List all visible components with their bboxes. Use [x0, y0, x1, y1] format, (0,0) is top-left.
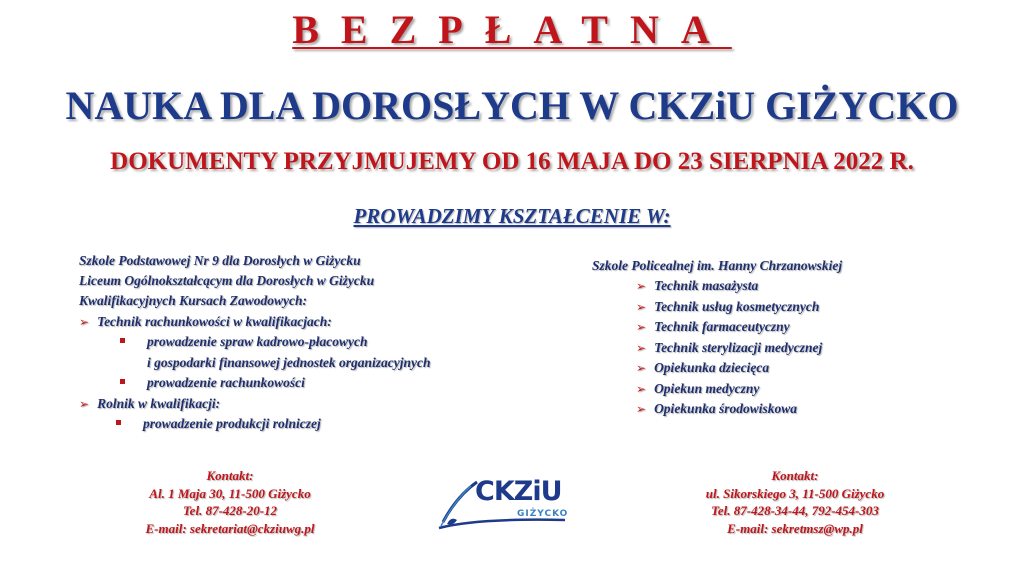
arrow-icon: ➢ — [636, 320, 647, 334]
logo-text: CKZiU — [475, 476, 562, 507]
right-item — [636, 299, 819, 315]
left-school-2: Liceum Ogólnokształcącym dla Dorosłych w Giżycku — [79, 273, 375, 288]
logo-subtext: GIŻYCKO — [517, 509, 569, 519]
contact-right — [660, 467, 930, 537]
contact-left-label: Kontakt: — [206, 468, 254, 483]
right-item-label: Opiekunka środowiskowa — [654, 401, 797, 416]
square-bullet-icon — [116, 420, 121, 425]
right-item — [636, 360, 769, 376]
left-qual-2 — [120, 375, 305, 391]
square-bullet-icon — [120, 379, 125, 384]
contact-left-email-label: E-mail: — [145, 520, 187, 536]
contact-left-address: Al. 1 Maja 30, 11-500 Giżycko — [149, 485, 311, 501]
header-dates: DOKUMENTY PRZYJMUJEMY OD 16 MAJA DO 23 SIERPNIA 2022 R. — [110, 148, 914, 175]
left-tech-label: Technik rachunkowości w kwalifikacjach: — [97, 314, 332, 329]
arrow-icon: ➢ — [79, 315, 90, 329]
section-heading: PROWADZIMY KSZTAŁCENIE W: — [353, 204, 671, 228]
left-tech-item — [79, 314, 332, 330]
right-item-label: Technik usług kosmetycznych — [654, 299, 820, 314]
contact-left-email-line — [100, 520, 360, 538]
contact-right-address: ul. Sikorskiego 3, 11-500 Giżycko — [705, 485, 885, 501]
left-farmer-label: Rolnik w kwalifikacji: — [97, 396, 221, 411]
right-item-label: Technik farmaceutyczny — [654, 319, 790, 334]
left-qual-2-label: prowadzenie rachunkowości — [147, 375, 305, 390]
left-qual-3-label: prowadzenie produkcji rolniczej — [143, 416, 321, 431]
left-qual-1 — [120, 334, 368, 350]
left-farmer-item — [79, 396, 220, 412]
square-bullet-icon — [120, 338, 125, 343]
arrow-icon: ➢ — [636, 361, 647, 375]
header-main-title: NAUKA DLA DOROSŁYCH W CKZiU GIŻYCKO — [65, 83, 959, 128]
left-school-1: Szkole Podstawowej Nr 9 dla Dorosłych w Giżycku — [79, 253, 361, 268]
contact-left-phone: Tel. 87-428-20-12 — [182, 503, 278, 518]
right-item-label: Opiekunka dziecięca — [654, 360, 770, 375]
contact-left — [100, 467, 360, 537]
right-school: Szkole Policealnej im. Hanny Chrzanowskiej — [592, 258, 843, 273]
arrow-icon: ➢ — [636, 300, 647, 314]
right-item-label: Opiekun medyczny — [654, 381, 760, 396]
right-item-label: Technik masażysta — [654, 278, 759, 293]
arrow-icon: ➢ — [636, 382, 647, 396]
right-item — [636, 278, 758, 294]
arrow-icon: ➢ — [79, 397, 90, 411]
right-item — [636, 381, 759, 397]
arrow-icon: ➢ — [636, 341, 647, 355]
arrow-icon: ➢ — [636, 402, 647, 416]
contact-left-email[interactable]: sekretariat@ckziuwg.pl — [189, 520, 315, 536]
contact-right-label: Kontakt: — [771, 468, 819, 483]
left-qual-1-label: prowadzenie spraw kadrowo-płacowych — [147, 334, 368, 349]
arrow-icon: ➢ — [636, 279, 647, 293]
left-qual-3 — [116, 416, 321, 432]
right-item — [636, 401, 797, 417]
left-courses: Kwalifikacyjnych Kursach Zawodowych: — [79, 293, 308, 308]
right-item — [636, 319, 790, 335]
contact-right-email-line — [660, 520, 930, 538]
contact-right-email-label: E-mail: — [727, 520, 769, 536]
left-qual-1-cont: i gospodarki finansowej jednostek organizacyjnych — [147, 355, 431, 370]
ckziu-logo — [437, 476, 572, 532]
right-item-label: Technik sterylizacji medycznej — [654, 340, 823, 355]
contact-right-phone: Tel. 87-428-34-44, 792-454-303 — [711, 503, 879, 518]
right-item — [636, 340, 822, 356]
header-free-title: BEZPŁATNA — [292, 7, 732, 52]
contact-right-email[interactable]: sekretmsz@wp.pl — [771, 520, 863, 536]
